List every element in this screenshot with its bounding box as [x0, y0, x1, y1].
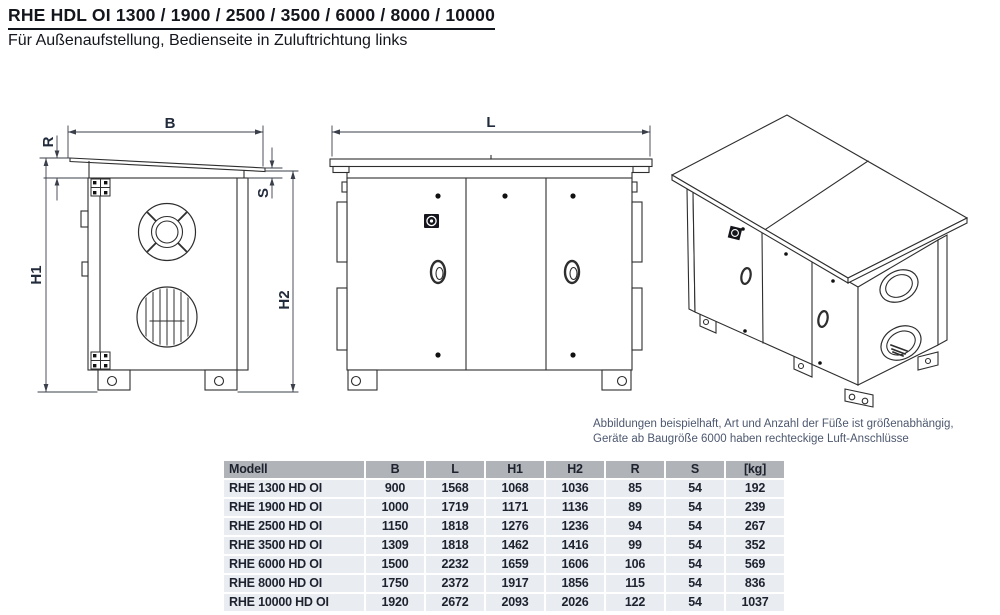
value-cell: 900: [366, 480, 424, 497]
value-cell: 192: [726, 480, 784, 497]
value-cell: 89: [606, 499, 664, 516]
model-cell: RHE 1300 HD OI: [224, 480, 364, 497]
value-cell: 1000: [366, 499, 424, 516]
table-row: [224, 499, 784, 516]
figure-note-line2: Geräte ab Baugröße 6000 haben rechteckige Luft-Anschlüsse: [593, 433, 909, 446]
screw-dot: [818, 361, 822, 365]
screw-dot: [831, 279, 835, 283]
value-cell: 1136: [546, 499, 604, 516]
fan-opening: [139, 204, 196, 261]
grille-opening: [137, 287, 197, 347]
front-view-drawing: [70, 158, 265, 390]
value-cell: 2232: [426, 556, 484, 573]
table-row: [224, 480, 784, 497]
value-cell: 836: [726, 575, 784, 592]
model-cell: RHE 8000 HD OI: [224, 575, 364, 592]
value-cell: 54: [666, 499, 724, 516]
value-cell: 1920: [366, 594, 424, 611]
dim-label-r: R: [40, 136, 57, 148]
value-cell: 1500: [366, 556, 424, 573]
value-cell: 2026: [546, 594, 604, 611]
value-cell: 1068: [486, 480, 544, 497]
door-latch: [81, 211, 88, 227]
value-cell: 122: [606, 594, 664, 611]
isometric-view-drawing: [672, 115, 967, 407]
value-cell: 569: [726, 556, 784, 573]
iso-right-flange: [938, 235, 947, 345]
figure-note-line1: Abbildungen beispielhaft, Art und Anzahl der Füße ist größenabhängig,: [593, 418, 954, 430]
roof-side: [330, 159, 652, 167]
value-cell: 1719: [426, 499, 484, 516]
page-subtitle: Für Außenaufstellung, Bedienseite in Zuluftrichtung links: [8, 32, 408, 49]
value-cell: 267: [726, 518, 784, 535]
value-cell: 1236: [546, 518, 604, 535]
value-cell: 115: [606, 575, 664, 592]
hinge-bottom: [91, 352, 110, 369]
foot-left: [98, 370, 130, 390]
column-header-modell: Modell: [224, 461, 364, 478]
dim-label-b: B: [164, 115, 176, 132]
dim-label-h1: H1: [28, 265, 45, 285]
value-cell: 2372: [426, 575, 484, 592]
value-cell: 1037: [726, 594, 784, 611]
value-cell: 94: [606, 518, 664, 535]
foot-right: [602, 370, 631, 390]
iso-foot: [845, 389, 873, 407]
value-cell: 106: [606, 556, 664, 573]
value-cell: 1462: [486, 537, 544, 554]
figure-note: [593, 417, 995, 447]
model-cell: RHE 3500 HD OI: [224, 537, 364, 554]
value-cell: 1171: [486, 499, 544, 516]
model-cell: RHE 10000 HD OI: [224, 594, 364, 611]
value-cell: 352: [726, 537, 784, 554]
door-lock: [82, 262, 88, 276]
value-cell: 1856: [546, 575, 604, 592]
value-cell: 1568: [426, 480, 484, 497]
cabinet-side: [347, 178, 632, 370]
screw-dot: [435, 352, 440, 357]
main-switch: [424, 214, 439, 228]
screw-dot: [784, 252, 788, 256]
table-header-row: [224, 461, 784, 478]
value-cell: 1309: [366, 537, 424, 554]
value-cell: 54: [666, 594, 724, 611]
value-cell: 1276: [486, 518, 544, 535]
value-cell: 54: [666, 480, 724, 497]
model-cell: RHE 1900 HD OI: [224, 499, 364, 516]
value-cell: 2093: [486, 594, 544, 611]
table-row: [224, 556, 784, 573]
value-cell: 1036: [546, 480, 604, 497]
table-row: [224, 518, 784, 535]
dimensions-table: [222, 459, 786, 613]
value-cell: 1416: [546, 537, 604, 554]
column-header-r: R: [606, 461, 664, 478]
foot-right: [205, 370, 237, 390]
screw-dot: [570, 352, 575, 357]
value-cell: 1917: [486, 575, 544, 592]
value-cell: 2672: [426, 594, 484, 611]
page-title: RHE HDL OI 1300 / 1900 / 2500 / 3500 / 6000 / 8000 / 10000: [8, 5, 495, 30]
model-cell: RHE 2500 HD OI: [224, 518, 364, 535]
side-view-drawing: [330, 156, 652, 391]
value-cell: 54: [666, 518, 724, 535]
value-cell: 1150: [366, 518, 424, 535]
foot-left: [348, 370, 377, 390]
column-header-kg: [kg]: [726, 461, 784, 478]
value-cell: 1659: [486, 556, 544, 573]
dim-label-s: S: [255, 187, 272, 199]
value-cell: 99: [606, 537, 664, 554]
column-header-h1: H1: [486, 461, 544, 478]
column-header-s: S: [666, 461, 724, 478]
screw-dot: [435, 193, 440, 198]
column-header-l: L: [426, 461, 484, 478]
value-cell: 54: [666, 556, 724, 573]
table-row: [224, 575, 784, 592]
column-header-h2: H2: [546, 461, 604, 478]
table-row: [224, 594, 784, 611]
column-header-b: B: [366, 461, 424, 478]
table-row: [224, 537, 784, 554]
dim-label-h2: H2: [276, 290, 293, 310]
dim-label-l: L: [486, 114, 496, 131]
roof-front: [70, 158, 265, 172]
value-cell: 1750: [366, 575, 424, 592]
model-cell: RHE 6000 HD OI: [224, 556, 364, 573]
value-cell: 54: [666, 537, 724, 554]
iso-foot: [918, 352, 938, 370]
value-cell: 1818: [426, 537, 484, 554]
screw-dot: [502, 193, 507, 198]
screw-dot: [743, 329, 747, 333]
value-cell: 54: [666, 575, 724, 592]
hinge-top: [91, 179, 110, 196]
value-cell: 1606: [546, 556, 604, 573]
screw-dot: [570, 193, 575, 198]
screw-dot: [741, 227, 745, 231]
value-cell: 1818: [426, 518, 484, 535]
side-view-dimensions: [332, 114, 650, 156]
value-cell: 85: [606, 480, 664, 497]
value-cell: 239: [726, 499, 784, 516]
